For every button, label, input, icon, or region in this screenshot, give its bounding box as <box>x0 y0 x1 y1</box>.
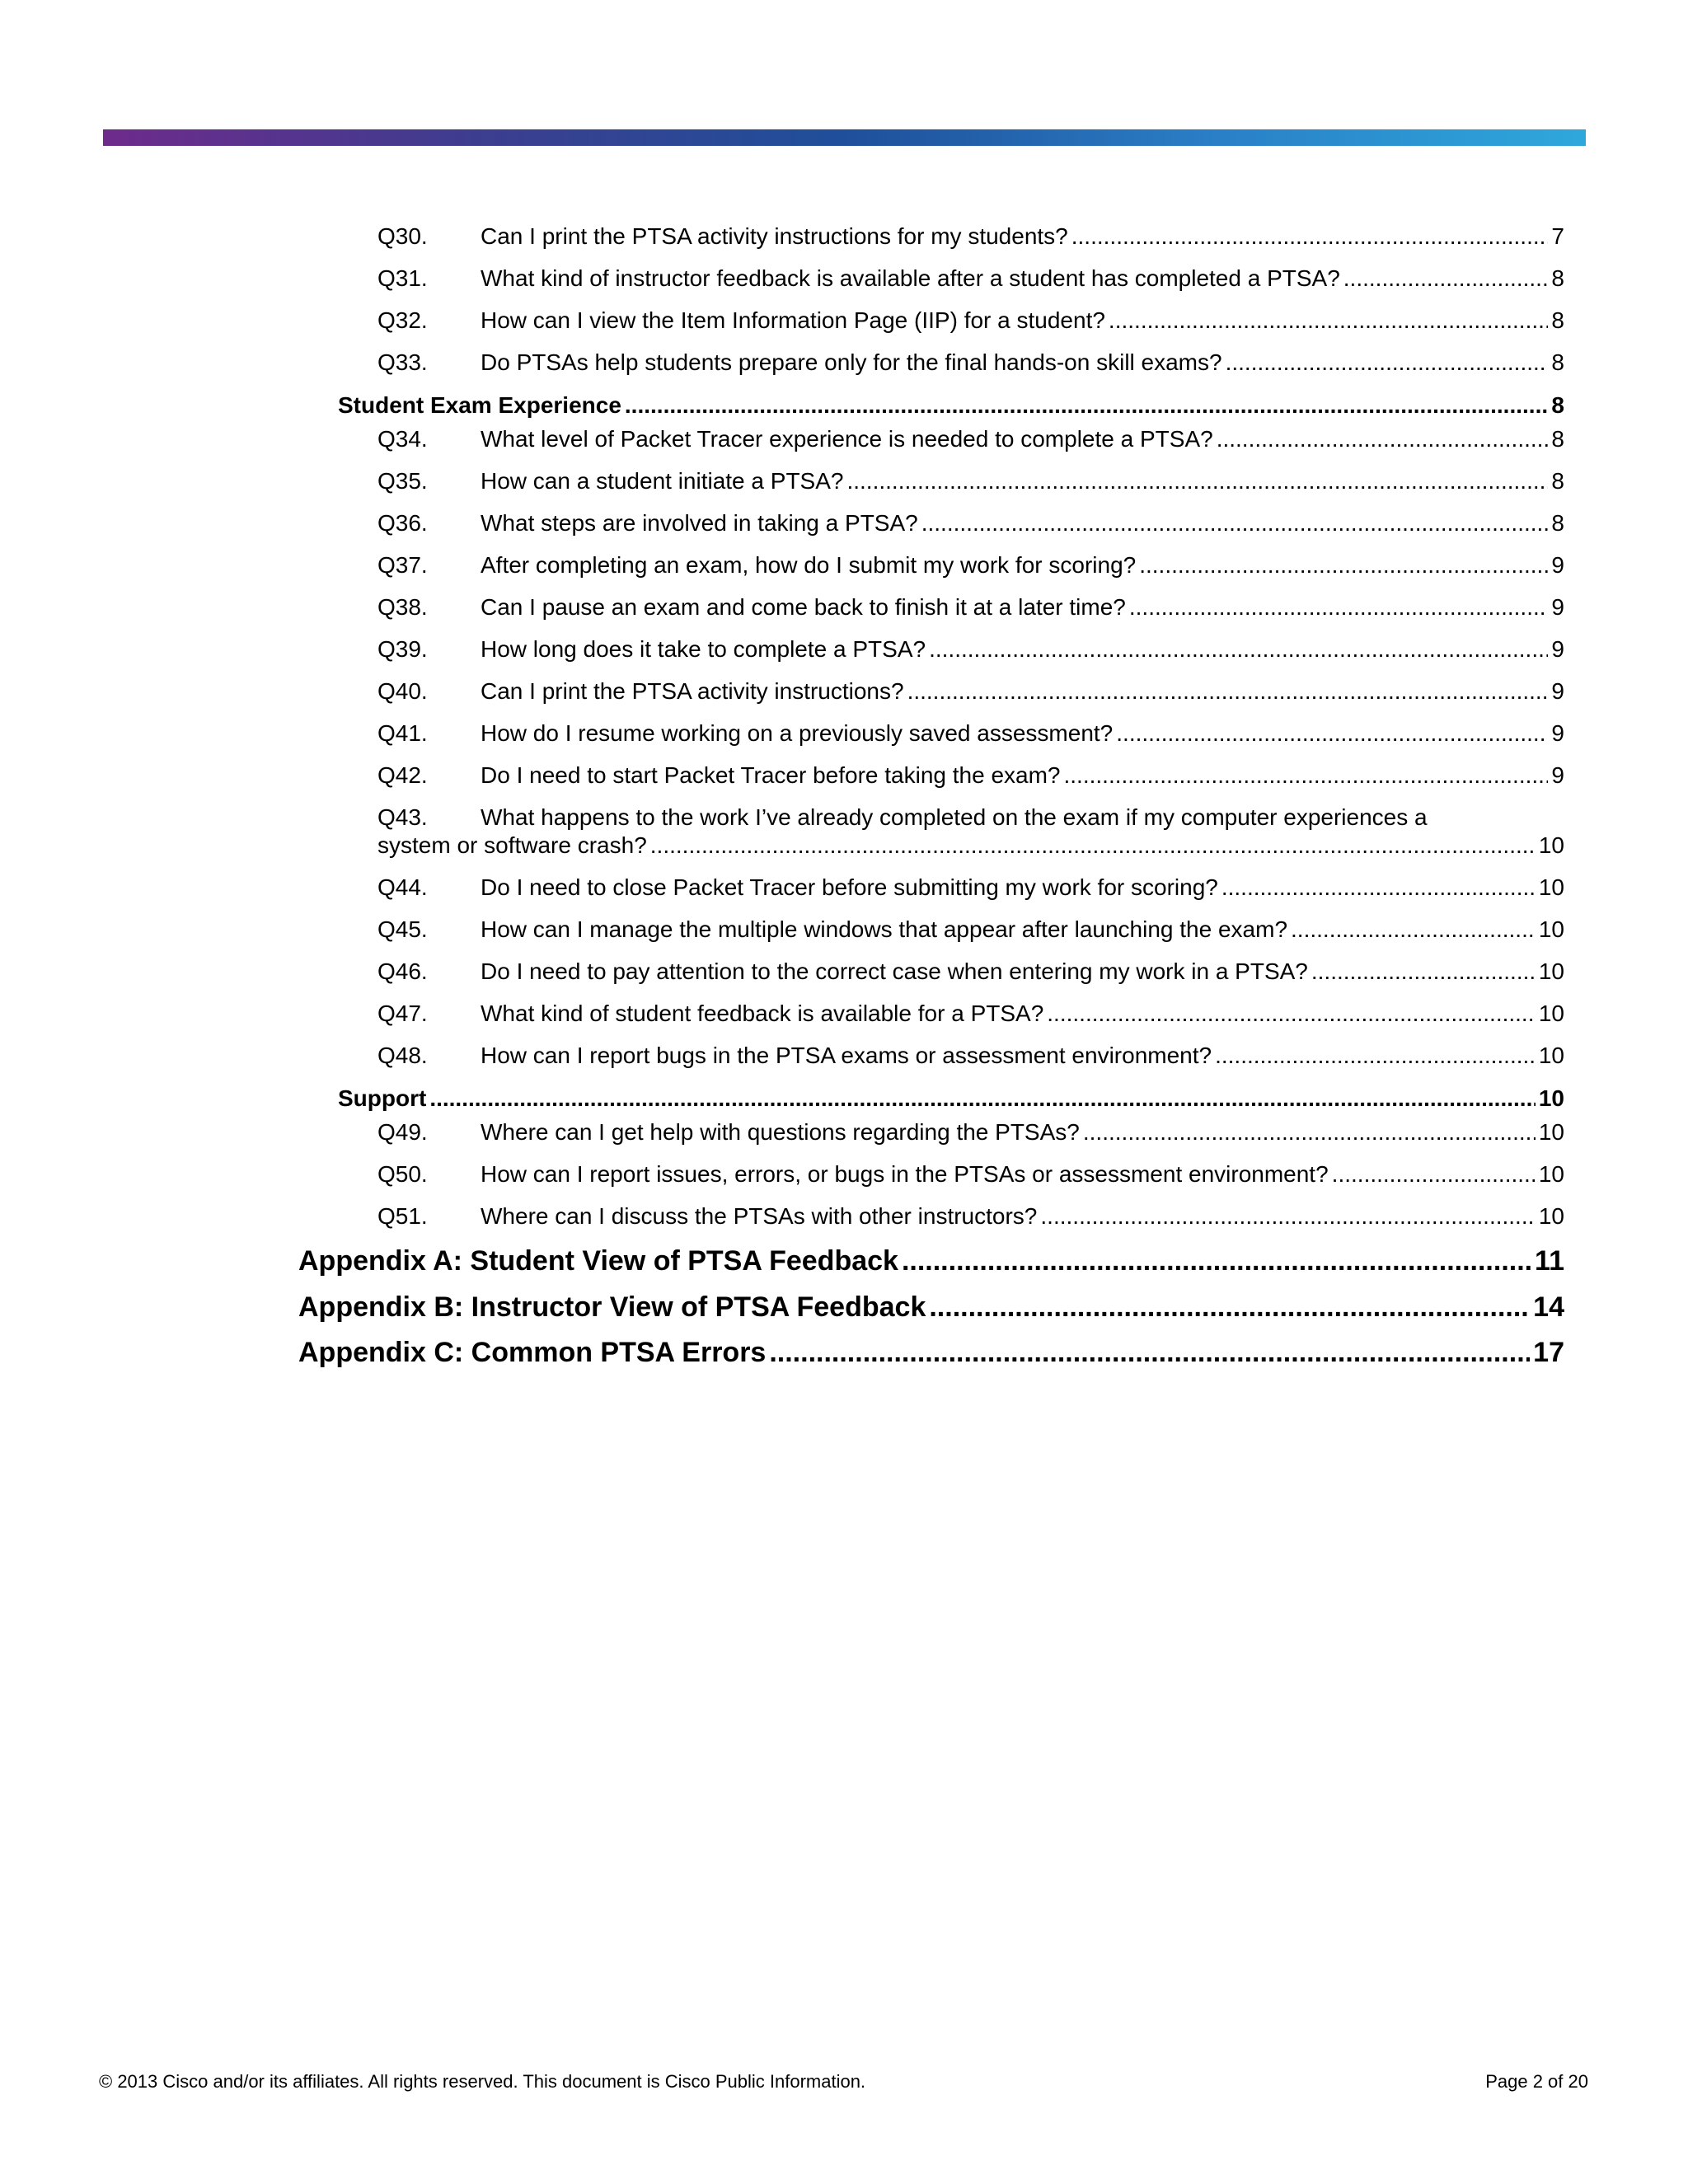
toc-entry-number: Q32. <box>377 307 428 333</box>
toc-entry-q44[interactable] <box>377 873 1564 902</box>
footer-copyright: © 2013 Cisco and/or its affiliates. All rights reserved. This document is Cisco Public Information. <box>99 2071 866 2092</box>
toc-entry-title: Do PTSAs help students prepare only for the final hands-on skill exams? <box>481 349 1222 375</box>
toc-entry-page: 10 <box>1538 1161 1564 1187</box>
toc-entry-page: 9 <box>1551 762 1564 788</box>
toc-entry-number: Q34. <box>377 426 428 452</box>
toc-entry-page: 9 <box>1551 678 1564 704</box>
toc-entry-q50[interactable] <box>377 1160 1564 1189</box>
toc-entry-number: Q39. <box>377 636 428 662</box>
toc-leader-dots <box>1083 1118 1536 1147</box>
toc-entry-q42[interactable] <box>377 761 1564 790</box>
toc-entry-title: How can I view the Item Information Page (IIP) for a student? <box>481 307 1105 333</box>
toc-entry-page: 8 <box>1551 265 1564 291</box>
toc-entry-q46[interactable] <box>377 957 1564 987</box>
toc-entry-title: Can I pause an exam and come back to finish it at a later time? <box>481 594 1126 620</box>
toc-leader-dots <box>1116 719 1548 748</box>
toc-entry-title: How can I manage the multiple windows that appear after launching the exam? <box>481 916 1288 942</box>
toc-entry-page: 9 <box>1551 720 1564 746</box>
toc-leader-dots <box>907 677 1549 706</box>
toc-entry-number: Q33. <box>377 349 428 375</box>
toc-entry-title: How do I resume working on a previously saved assessment? <box>481 720 1114 746</box>
toc-entry-title: What happens to the work I’ve already completed on the exam if my computer experiences a <box>481 804 1428 830</box>
toc-entry-q49[interactable] <box>377 1118 1564 1147</box>
toc-entry-number: Q35. <box>377 468 428 494</box>
toc-leader-dots <box>625 391 1549 420</box>
toc-entry-title: Can I print the PTSA activity instructions? <box>481 678 904 704</box>
toc-leader-dots <box>1221 873 1536 902</box>
toc-entry-number: Q45. <box>377 916 428 942</box>
toc-leader-dots <box>1139 551 1548 580</box>
toc-entry-number: Q41. <box>377 720 428 746</box>
toc-section-student-exam-experience[interactable] <box>338 391 1564 420</box>
toc-entry-q37[interactable] <box>377 551 1564 580</box>
toc-leader-dots <box>1215 1041 1536 1071</box>
toc-entry-number: Q30. <box>377 223 428 249</box>
toc-appendix-page: 17 <box>1533 1337 1564 1368</box>
toc-entry-title-continued: system or software crash? <box>377 832 647 858</box>
toc-leader-dots <box>1064 761 1549 790</box>
toc-entry-title: How can I report bugs in the PTSA exams or assessment environment? <box>481 1043 1212 1068</box>
toc-entry-number: Q48. <box>377 1043 428 1068</box>
toc-entry-q41[interactable] <box>377 719 1564 748</box>
toc-entry-page: 10 <box>1538 1203 1564 1229</box>
toc-section-title: Student Exam Experience <box>338 392 621 418</box>
toc-entry-number: Q31. <box>377 265 428 291</box>
toc-leader-dots <box>650 831 1536 860</box>
toc-entry-title: Can I print the PTSA activity instructions for my students? <box>481 223 1068 249</box>
toc-entry-page: 9 <box>1551 636 1564 662</box>
toc-entry-page: 8 <box>1551 307 1564 333</box>
toc-entry-title: Where can I discuss the PTSAs with other instructors? <box>481 1203 1038 1229</box>
toc-entry-title: Do I need to close Packet Tracer before submitting my work for scoring? <box>481 874 1218 900</box>
toc-leader-dots <box>1129 593 1549 622</box>
toc-leader-dots <box>846 466 1548 496</box>
toc-entry-q32[interactable] <box>377 306 1564 335</box>
toc-entry-q45[interactable] <box>377 915 1564 944</box>
toc-entry-page: 10 <box>1538 1119 1564 1145</box>
toc-section-page: 10 <box>1538 1085 1564 1111</box>
toc-entry-q36[interactable] <box>377 509 1564 538</box>
toc-leader-dots <box>921 509 1549 538</box>
toc-entry-q47[interactable] <box>377 999 1564 1029</box>
toc-entry-page: 8 <box>1551 468 1564 494</box>
toc-entry-page: 10 <box>1538 1001 1564 1026</box>
toc-leader-dots <box>769 1335 1530 1370</box>
toc-leader-dots <box>929 635 1548 664</box>
header-gradient-bar <box>103 129 1586 146</box>
toc-entry-q48[interactable] <box>377 1041 1564 1071</box>
toc-entry-q35[interactable] <box>377 466 1564 496</box>
toc-entry-number: Q40. <box>377 678 428 704</box>
toc-leader-dots <box>1047 999 1536 1029</box>
toc-appendix-c[interactable] <box>298 1335 1564 1370</box>
toc-entry-title: Do I need to pay attention to the correct case when entering my work in a PTSA? <box>481 958 1308 984</box>
toc-entry-page: 10 <box>1538 958 1564 984</box>
toc-entry-number: Q42. <box>377 762 428 788</box>
toc-entry-title: How can I report issues, errors, or bugs in the PTSAs or assessment environment? <box>481 1161 1329 1187</box>
toc-appendix-page: 14 <box>1533 1291 1564 1323</box>
toc-entry-q33[interactable] <box>377 348 1564 377</box>
toc-entry-q39[interactable] <box>377 635 1564 664</box>
toc-entry-number: Q44. <box>377 874 428 900</box>
toc-entry-number: Q43. <box>377 804 428 830</box>
toc-leader-dots <box>1226 348 1549 377</box>
toc-entry-page: 8 <box>1551 426 1564 452</box>
toc-entry-number: Q50. <box>377 1161 428 1187</box>
toc-appendix-a[interactable] <box>298 1244 1564 1278</box>
toc-leader-dots <box>1040 1202 1535 1231</box>
toc-entry-title: What kind of instructor feedback is available after a student has completed a PTSA? <box>481 265 1340 291</box>
toc-entry-number: Q36. <box>377 510 428 536</box>
toc-entry-q30[interactable] <box>377 222 1564 251</box>
toc-entry-page: 10 <box>1538 832 1564 858</box>
toc-appendix-page: 11 <box>1535 1245 1564 1277</box>
toc-entry-number: Q47. <box>377 1001 428 1026</box>
toc-leader-dots <box>1332 1160 1536 1189</box>
toc-entry-page: 10 <box>1538 916 1564 942</box>
toc-entry-title: Do I need to start Packet Tracer before taking the exam? <box>481 762 1061 788</box>
toc-appendix-b[interactable] <box>298 1290 1564 1324</box>
toc-entry-title: What kind of student feedback is available for a PTSA? <box>481 1001 1044 1026</box>
toc-entry-q40[interactable] <box>377 677 1564 706</box>
toc-leader-dots <box>929 1290 1530 1324</box>
toc-entry-number: Q51. <box>377 1203 428 1229</box>
toc-section-support[interactable] <box>338 1084 1564 1113</box>
toc-leader-dots <box>1071 222 1549 251</box>
toc-leader-dots <box>1291 915 1536 944</box>
toc-leader-dots <box>902 1244 1531 1278</box>
toc-entry-page: 8 <box>1551 510 1564 536</box>
toc-appendix-title: Appendix B: Instructor View of PTSA Feedback <box>298 1291 926 1323</box>
toc-entry-page: 10 <box>1538 874 1564 900</box>
toc-entry-title: What level of Packet Tracer experience is needed to complete a PTSA? <box>481 426 1213 452</box>
toc-leader-dots <box>1109 306 1549 335</box>
toc-appendix-title: Appendix A: Student View of PTSA Feedback <box>298 1245 898 1277</box>
toc-entry-title: What steps are involved in taking a PTSA? <box>481 510 918 536</box>
toc-entry-page: 10 <box>1538 1043 1564 1068</box>
toc-section-title: Support <box>338 1085 427 1111</box>
toc-entry-q31[interactable] <box>377 264 1564 293</box>
toc-entry-number: Q46. <box>377 958 428 984</box>
toc-leader-dots <box>1217 424 1549 454</box>
toc-entry-page: 8 <box>1551 349 1564 375</box>
toc-leader-dots <box>1311 957 1536 987</box>
toc-entry-q34[interactable] <box>377 424 1564 454</box>
toc-leader-dots <box>429 1084 1536 1113</box>
toc-entry-q51[interactable] <box>377 1202 1564 1231</box>
toc-entry-page: 9 <box>1551 594 1564 620</box>
toc-entry-title: Where can I get help with questions regarding the PTSAs? <box>481 1119 1080 1145</box>
toc-leader-dots <box>1343 264 1549 293</box>
toc-entry-title: How long does it take to complete a PTSA? <box>481 636 926 662</box>
toc-entry-q38[interactable] <box>377 593 1564 622</box>
toc-entry-number: Q37. <box>377 552 428 578</box>
toc-entry-q43-line2[interactable] <box>377 831 1564 860</box>
toc-entry-title: How can a student initiate a PTSA? <box>481 468 844 494</box>
toc-entry-title: After completing an exam, how do I submit my work for scoring? <box>481 552 1137 578</box>
toc-entry-q43-line1[interactable] <box>377 803 1564 832</box>
toc-entry-page: 7 <box>1551 223 1564 249</box>
toc-entry-number: Q49. <box>377 1119 428 1145</box>
toc-entry-page: 9 <box>1551 552 1564 578</box>
footer-page-number: Page 2 of 20 <box>1485 2071 1588 2092</box>
toc-entry-number: Q38. <box>377 594 428 620</box>
toc-appendix-title: Appendix C: Common PTSA Errors <box>298 1337 767 1368</box>
toc-section-page: 8 <box>1551 392 1564 418</box>
